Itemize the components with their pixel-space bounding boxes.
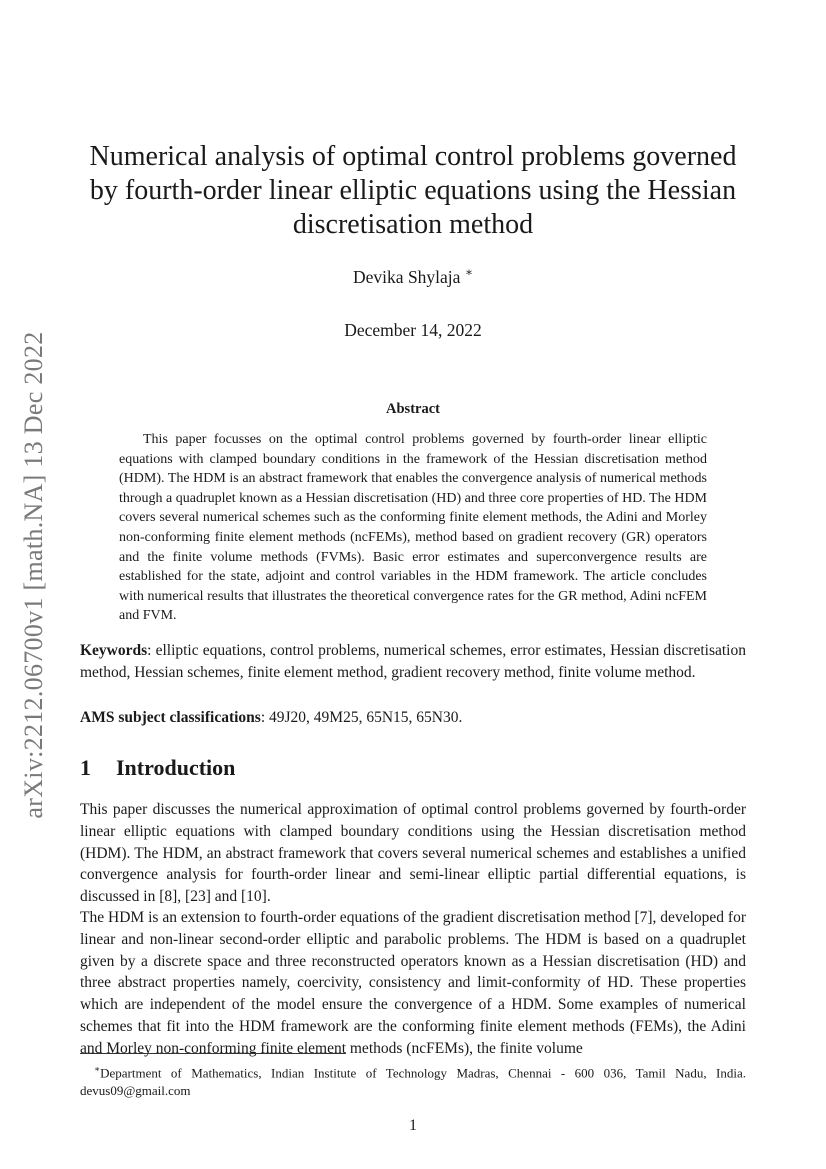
keywords — [80, 640, 746, 683]
abstract-text: This paper focusses on the optimal control problems governed by fourth-order linear elliptic equations with clamped boundary conditions in the framework of the Hessian discretisation method (HDM). The HDM is an abstract framework that enables the convergence analysis of numerical methods through a quadruplet known as a Hessian discretisation (HD) and three core properties of HD. The HDM covers several numerical schemes such as the conforming finite element methods, the Adini and Morley non-conforming finite element methods (ncFEMs), method based on gradient recovery (GR) operators and the finite volume methods (FVMs). Basic error estimates and superconvergence results are established for the state, adjoint and control variables in the HDM framework. The article concludes with numerical results that illustrates the theoretical convergence rates for the GR method, Adini ncFEM and FVM. — [119, 432, 707, 624]
ams-label: AMS subject classifications — [80, 709, 261, 726]
keywords-list: : elliptic equations, control problems, numerical schemes, error estimates, Hessian discretisation method, Hessian schemes, finite element method, gradient recovery method, finite volume method. — [80, 642, 746, 681]
footnote-mark: ∗ — [94, 1064, 101, 1074]
intro-paragraph-1: This paper discusses the numerical approximation of optimal control problems governed by fourth-order linear elliptic equations with clamped boundary conditions using the Hessian discretisation method (HDM). The HDM, an abstract framework that covers several numerical schemes and establishes a unified convergence analysis for fourth-order linear and semi-linear elliptic partial differential equations, is discussed in [8], [23] and [10]. — [80, 801, 746, 906]
abstract-heading: Abstract — [386, 401, 440, 417]
arxiv-identifier-stamp — [12, 310, 56, 840]
title-line-2: by fourth-order linear elliptic equations using the Hessian — [89, 175, 737, 206]
publication-date: December 14, 2022 — [344, 320, 482, 340]
author-name: Devika Shylaja — [353, 266, 461, 287]
page-number: 1 — [409, 1117, 417, 1134]
footnote — [80, 1060, 746, 1100]
footnote-text: Department of Mathematics, Indian Institute of Technology Madras, Chennai - 600 036, Tamil Nadu, India. devus09@gmail.com — [80, 1065, 746, 1099]
section-number: 1 — [80, 755, 91, 780]
keywords-label: Keywords — [80, 642, 148, 659]
author-footnote-mark: ∗ — [464, 265, 473, 279]
arxiv-identifier-text: arXiv:2212.06700v1 [math.NA] 13 Dec 2022 — [19, 331, 48, 819]
section-title: Introduction — [116, 755, 236, 780]
ams-classifications — [80, 707, 746, 728]
title-line-3: discretisation method — [292, 209, 534, 240]
intro-paragraph-2: The HDM is an extension to fourth-order equations of the gradient discretisation method [7], developed for linear and non-linear second-order elliptic and parabolic problems. The HDM is based on a quadruplet given by a discrete space and three reconstructed operators known as a Hessian discretisation (HD) and three abstract properties namely, coercivity, consistency and limit-conformity of HD. These properties which are independent of the model ensure the convergence of a HDM. Some examples of numerical schemes that fit into the HDM framework are the conforming finite element methods (FEMs), the Adini and Morley non-conforming finite element methods (ncFEMs), the finite volume — [80, 909, 746, 1057]
section-heading — [80, 755, 235, 781]
paper-title — [80, 140, 746, 242]
ams-codes: : 49J20, 49M25, 65N15, 65N30. — [260, 709, 463, 726]
title-line-1: Numerical analysis of optimal control problems governed — [89, 141, 737, 172]
footnote-divider — [80, 1053, 346, 1054]
author-line — [80, 265, 746, 288]
